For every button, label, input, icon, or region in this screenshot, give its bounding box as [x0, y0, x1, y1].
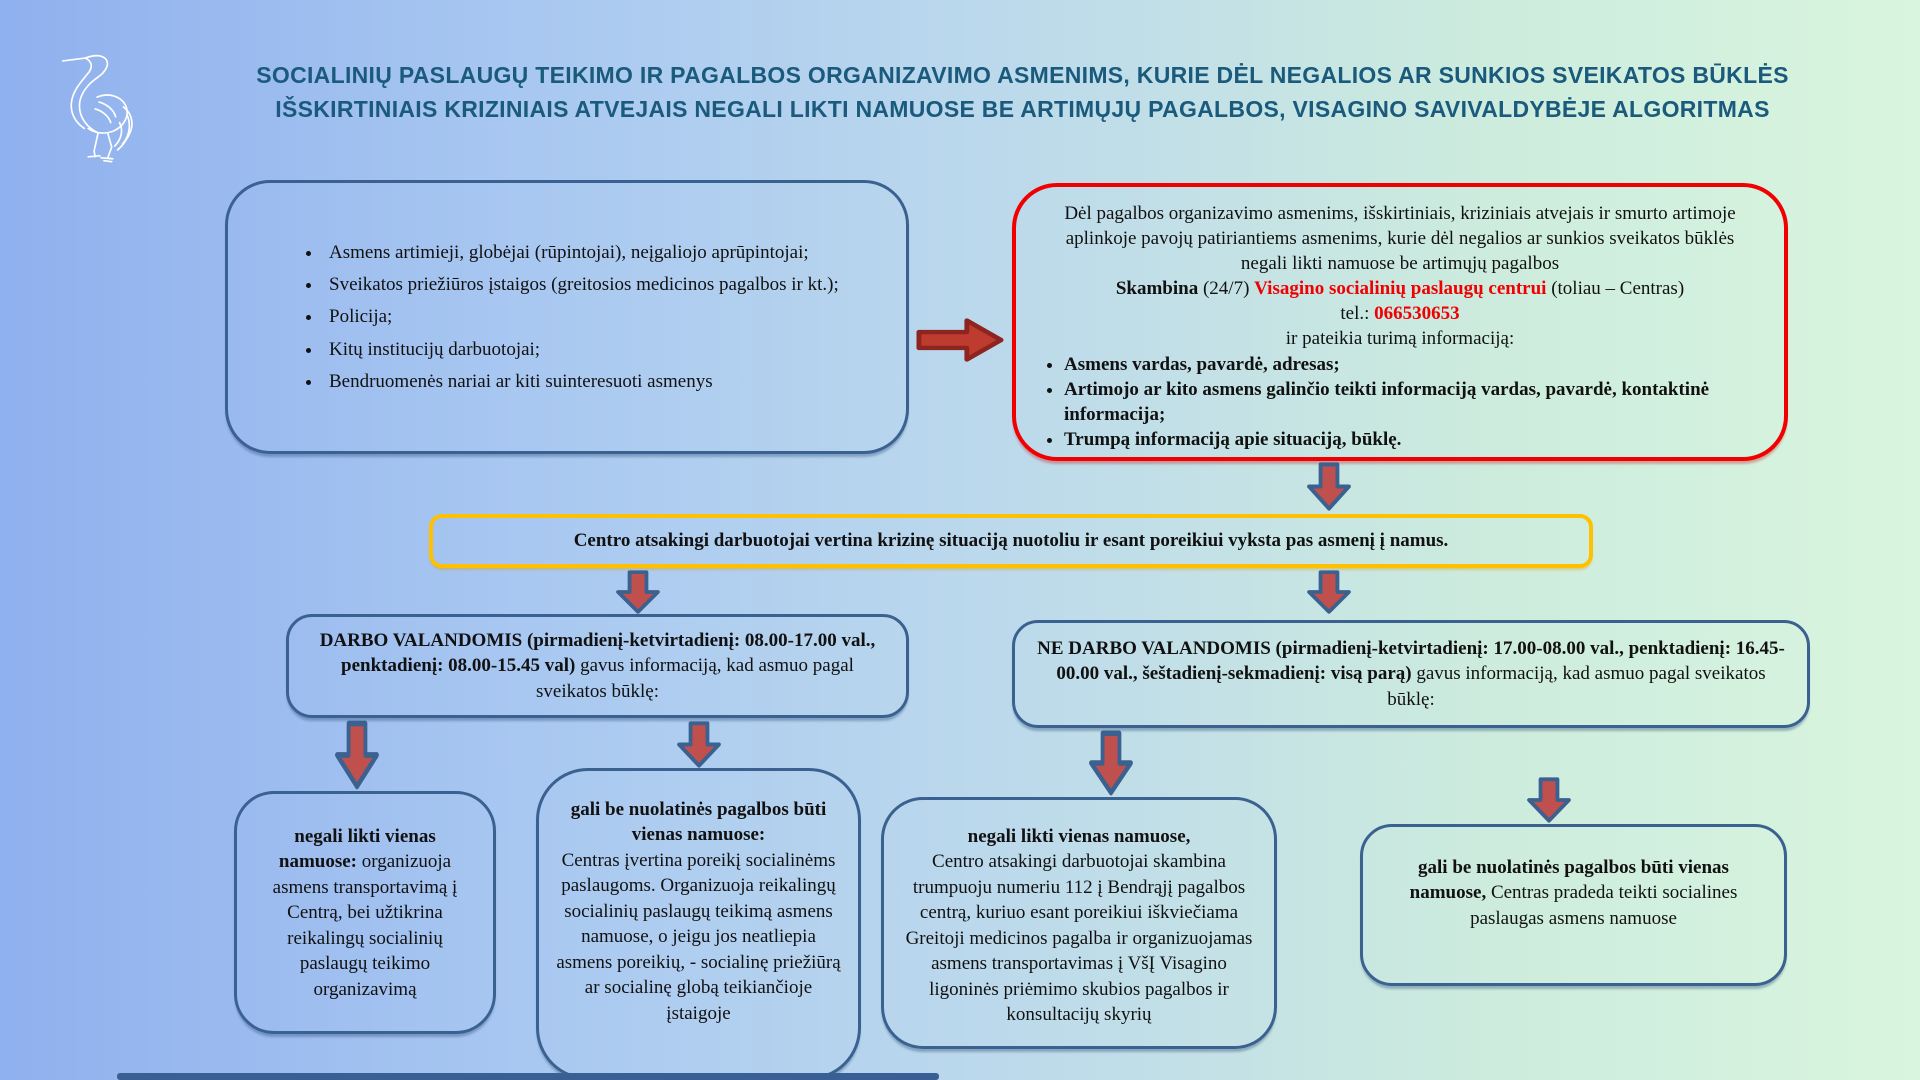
- tel-label: tel.:: [1340, 303, 1375, 325]
- work-hours-text: [311, 628, 884, 704]
- call-verb: Skambina: [1115, 278, 1199, 300]
- outcome-work-cannot-stay-box: [234, 791, 496, 1034]
- call-suffix: (toliau – Centras): [1546, 278, 1685, 300]
- list-item: • Bendruomenės nariai ar kiti suinteresuoti asmenys: [323, 369, 906, 394]
- page-title: [170, 58, 1875, 126]
- arrow-right-icon: [916, 317, 1004, 363]
- outcome-bold: gali be nuolatinės pagalbos būti vienas namuose,: [1409, 857, 1729, 904]
- outcome-off-can-stay-box: [1360, 824, 1787, 986]
- outcome-rest: Centras pradeda teikti socialines paslaugas asmens namuose: [1470, 882, 1738, 929]
- outcome-off-cannot-stay-box: [881, 797, 1277, 1049]
- page-title-line-2: IŠSKIRTINIAIS KRIZINIAIS ATVEJAIS NEGALI LIKTI NAMUOSE BE ARTIMŲJŲ PAGALBOS, VISAGINO SAVIVALDYBĖJE ALGORITMAS: [275, 96, 1770, 122]
- arrow-down-icon: [615, 570, 661, 614]
- work-hours-bold: DARBO VALANDOMIS (pirmadienį-ketvirtadienį: 08.00-17.00 val., penktadienį: 08.00-15.45 val): [319, 629, 876, 677]
- crisis-info-list: [1042, 353, 1758, 452]
- outcome-rest: Centro atsakingi darbuotojai skambina trumpuoju numeriu 112 į Bendrąjį pagalbos centrą, kuriuo esant poreikiui iškviečiama Greitoji medicinos pagalba ir organizuojamas asmens transportavimas į VšĮ Visagino ligoninės priėmimo skubios pagalbos ir konsultacijų skyrių: [905, 851, 1253, 1026]
- outcome-work-can-stay-box: [536, 768, 861, 1080]
- tel-number: 066530653: [1374, 303, 1460, 325]
- list-item: • Artimojo ar kito asmens galinčio teikti informaciją vardas, pavardė, kontaktinė informacija;: [1064, 378, 1758, 427]
- list-item: • Sveikatos priežiūros įstaigos (greitosios medicinos pagalbos ir kt.);: [323, 272, 906, 297]
- outcome-bold: gali be nuolatinės pagalbos būti vienas namuose:: [570, 799, 827, 846]
- list-item: • Policija;: [323, 304, 906, 329]
- arrow-down-icon: [1306, 570, 1352, 614]
- list-item: • Kitų institucijų darbuotojai;: [323, 337, 906, 362]
- assessment-box: [429, 514, 1593, 568]
- crane-icon: [55, 40, 143, 168]
- arrow-down-icon: [1306, 462, 1352, 511]
- off-hours-bold: NE DARBO VALANDOMIS (pirmadienį-ketvirtadienį: 17.00-08.00 val., penktadienį: 16.45-00.00 val., šeštadienį-sekmadienį: visą parą): [1037, 637, 1785, 685]
- page-title-line-1: SOCIALINIŲ PASLAUGŲ TEIKIMO IR PAGALBOS ORGANIZAVIMO ASMENIMS, KURIE DĖL NEGALIOS AR SUNKIOS SVEIKATOS BŪKLĖS: [256, 62, 1789, 88]
- crisis-provide-line: ir pateikia turimą informaciją:: [1285, 328, 1515, 350]
- assessment-text: Centro atsakingi darbuotojai vertina krizinę situaciją nuotoliu ir esant poreikiui vyksta pas asmenį į namus.: [573, 530, 1449, 551]
- call-center-name: Visagino socialinių paslaugų centrui: [1254, 278, 1547, 300]
- visaginas-crane-logo: [55, 40, 143, 168]
- call-hours: (24/7): [1198, 278, 1255, 300]
- bottom-cutoff-edge: [117, 1073, 939, 1080]
- arrow-down-icon: [334, 720, 380, 790]
- crisis-tel-line: [1042, 301, 1758, 326]
- off-hours-rest: gavus informaciją, kad asmuo pagal sveikatos būklę:: [1387, 663, 1766, 710]
- work-hours-rest: gavus informaciją, kad asmuo pagal sveikatos būklę:: [536, 655, 854, 702]
- off-hours-box: [1012, 620, 1810, 728]
- outcome-rest: organizuoja asmens transportavimą į Centrą, bei užtikrina reikalingų socialinių paslaugų teikimo organizavimą: [272, 851, 458, 1000]
- list-item: • Trumpą informaciją apie situaciją, būklę.: [1064, 428, 1758, 453]
- arrow-down-icon: [676, 721, 722, 768]
- list-item: • Asmens vardas, pavardė, adresas;: [1064, 353, 1758, 378]
- work-hours-box: [286, 614, 909, 718]
- list-item: • Asmens artimieji, globėjai (rūpintojai), neįgaliojo aprūpintojai;: [323, 240, 906, 265]
- crisis-intro: Dėl pagalbos organizavimo asmenims, išskirtiniais, kriziniais atvejais ir smurto artimoje aplinkoje pavojų patiriantiems asmenims, kurie dėl negalios ar sunkios sveikatos būklės negali likti namuose be artimųjų pagalbos: [1064, 203, 1736, 275]
- arrow-down-icon: [1088, 730, 1134, 796]
- referral-sources-list: [228, 233, 906, 400]
- arrow-down-icon: [1526, 777, 1572, 823]
- outcome-rest: Centras įvertina poreikį socialinėms paslaugoms. Organizuoja reikalingų socialinių paslaugų teikimą asmens namuose, o jeigu jos neatliepia asmens poreikių, - socialinę priežiūrą ar socialinę globą teikiančioje įstaigoje: [556, 849, 841, 1024]
- outcome-bold: negali likti vienas namuose:: [278, 826, 436, 873]
- referral-sources-box: [225, 180, 909, 454]
- crisis-call-box: [1012, 183, 1788, 461]
- crisis-call-line: [1042, 276, 1758, 301]
- outcome-bold: negali likti vienas namuose,: [967, 826, 1191, 847]
- off-hours-text: [1037, 636, 1785, 712]
